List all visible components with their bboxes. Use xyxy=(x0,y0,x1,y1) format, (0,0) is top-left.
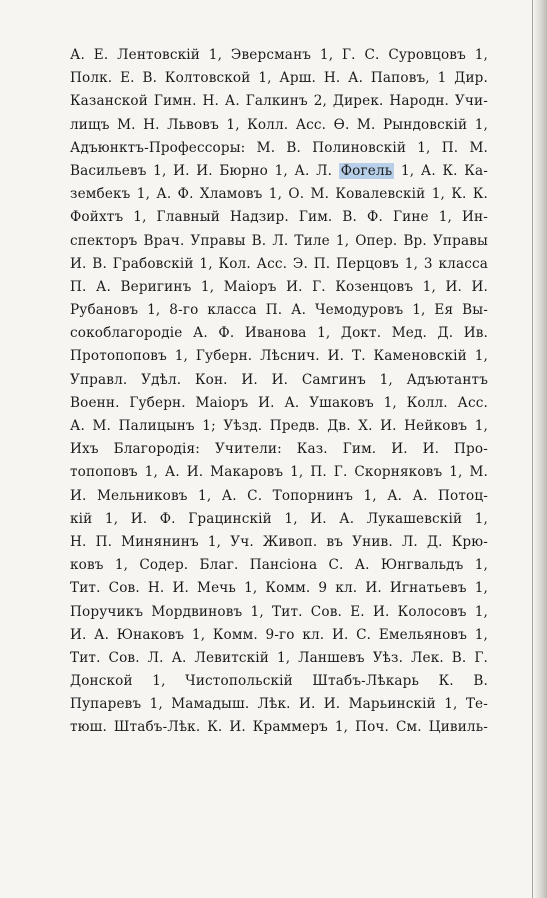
text-line: Тит. Сов. Л. А. Левитскій 1, Ланшевъ Уѣз. Лек. В. Г. xyxy=(70,649,488,666)
line-text-after-highlight: 1, А. К. Ка- xyxy=(394,162,488,179)
text-line: лищъ М. Н. Львовъ 1, Колл. Асс. Ѳ. М. Рындовскій 1, xyxy=(70,116,488,133)
text-line: И. Мельниковъ 1, А. С. Топорнинъ 1, А. А. Потоц- xyxy=(70,487,488,504)
text-line: кій 1, И. Ф. Грацинскій 1, И. А. Лукашевскій 1, xyxy=(70,510,488,527)
text-line: тюш. Штабъ-Лѣк. К. И. Краммеръ 1, Поч. См. Цивиль- xyxy=(70,719,488,736)
text-line: Управл. Удѣл. Кон. И. И. Самгинъ 1, Адъютантъ xyxy=(70,371,488,388)
text-line: зембекъ 1, А. Ф. Хламовъ 1, О. М. Ковалевскій 1, К. К. xyxy=(70,186,488,203)
selected-word-highlight[interactable]: Фогель xyxy=(340,162,393,179)
line-text: Васильевъ 1, И. И. Бюрно 1, А. Л. xyxy=(70,162,333,179)
text-line: Протопоповъ 1, Губерн. Лѣснич. И. Т. Каменовскій 1, xyxy=(70,348,488,365)
text-line: Тит. Сов. Н. И. Мечь 1, Комм. 9 кл. И. Игнатьевъ 1, xyxy=(70,580,488,597)
text-line-highlighted xyxy=(70,160,488,183)
text-line: Пупаревъ 1, Мамадыш. Лѣк. И. И. Марьинскій 1, Те- xyxy=(70,696,488,713)
text-line: ковъ 1, Содер. Благ. Пансіона С. А. Юнгвальдъ 1, xyxy=(70,557,488,574)
text-line: Поручикъ Мордвиновъ 1, Тит. Сов. Е. И. Колосовъ 1, xyxy=(70,603,488,620)
text-line: И. В. Грабовскій 1, Кол. Асс. Э. П. Перцовъ 1, 3 класса xyxy=(70,255,488,272)
text-line: сокоблагородіе А. Ф. Иванова 1, Докт. Мед. Д. Ив. xyxy=(70,325,488,342)
text-line: Фойхтъ 1, Главный Надзир. Гим. В. Ф. Гине 1, Ин- xyxy=(70,209,488,226)
text-line: Казанской Гимн. Н. А. Галкинъ 2, Дирек. Народн. Учи- xyxy=(70,93,488,110)
text-line: Ихъ Благородія: Учители: Каз. Гим. И. И. Про- xyxy=(70,441,488,458)
text-line: Военн. Губерн. Маіоръ И. А. Ушаковъ 1, Колл. Асс. xyxy=(70,394,488,411)
page-edge-line xyxy=(532,0,533,898)
text-line: А. М. Палицынъ 1; Уѣзд. Предв. Дв. Х. И. Нейковъ 1, xyxy=(70,418,488,434)
text-line: Рубановъ 1, 8-го класса П. А. Чемодуровъ 1, Ея Вы- xyxy=(70,302,488,319)
text-line: Полк. Е. В. Колтовской 1, Арш. Н. А. Паповъ, 1 Дир. xyxy=(70,70,488,87)
page-edge xyxy=(533,0,547,898)
text-line: Н. П. Минянинъ 1, Уч. Живоп. въ Унив. Л. Д. Крю- xyxy=(70,533,488,550)
text-line: спекторъ Врач. Управы В. Л. Тиле 1, Опер. Вр. Управы xyxy=(70,232,488,249)
text-line: И. А. Юнаковъ 1, Комм. 9-го кл. И. С. Емельяновъ 1, xyxy=(70,626,488,643)
text-line: А. Е. Лентовскій 1, Эверсманъ 1, Г. С. Суровцовъ 1, xyxy=(70,47,488,63)
text-line: Адъюнктъ-Профессоры: М. В. Полиновскій 1, П. М. xyxy=(70,139,488,156)
document-text xyxy=(70,44,488,740)
text-line: Донской 1, Чистопольскій Штабъ-Лѣкарь К. В. xyxy=(70,673,488,690)
text-line: П. А. Веригинъ 1, Маіоръ И. Г. Козенцовъ 1, И. И. xyxy=(70,278,488,295)
text-line: топоповъ 1, А. И. Макаровъ 1, П. Г. Скорняковъ 1, М. xyxy=(70,464,488,481)
